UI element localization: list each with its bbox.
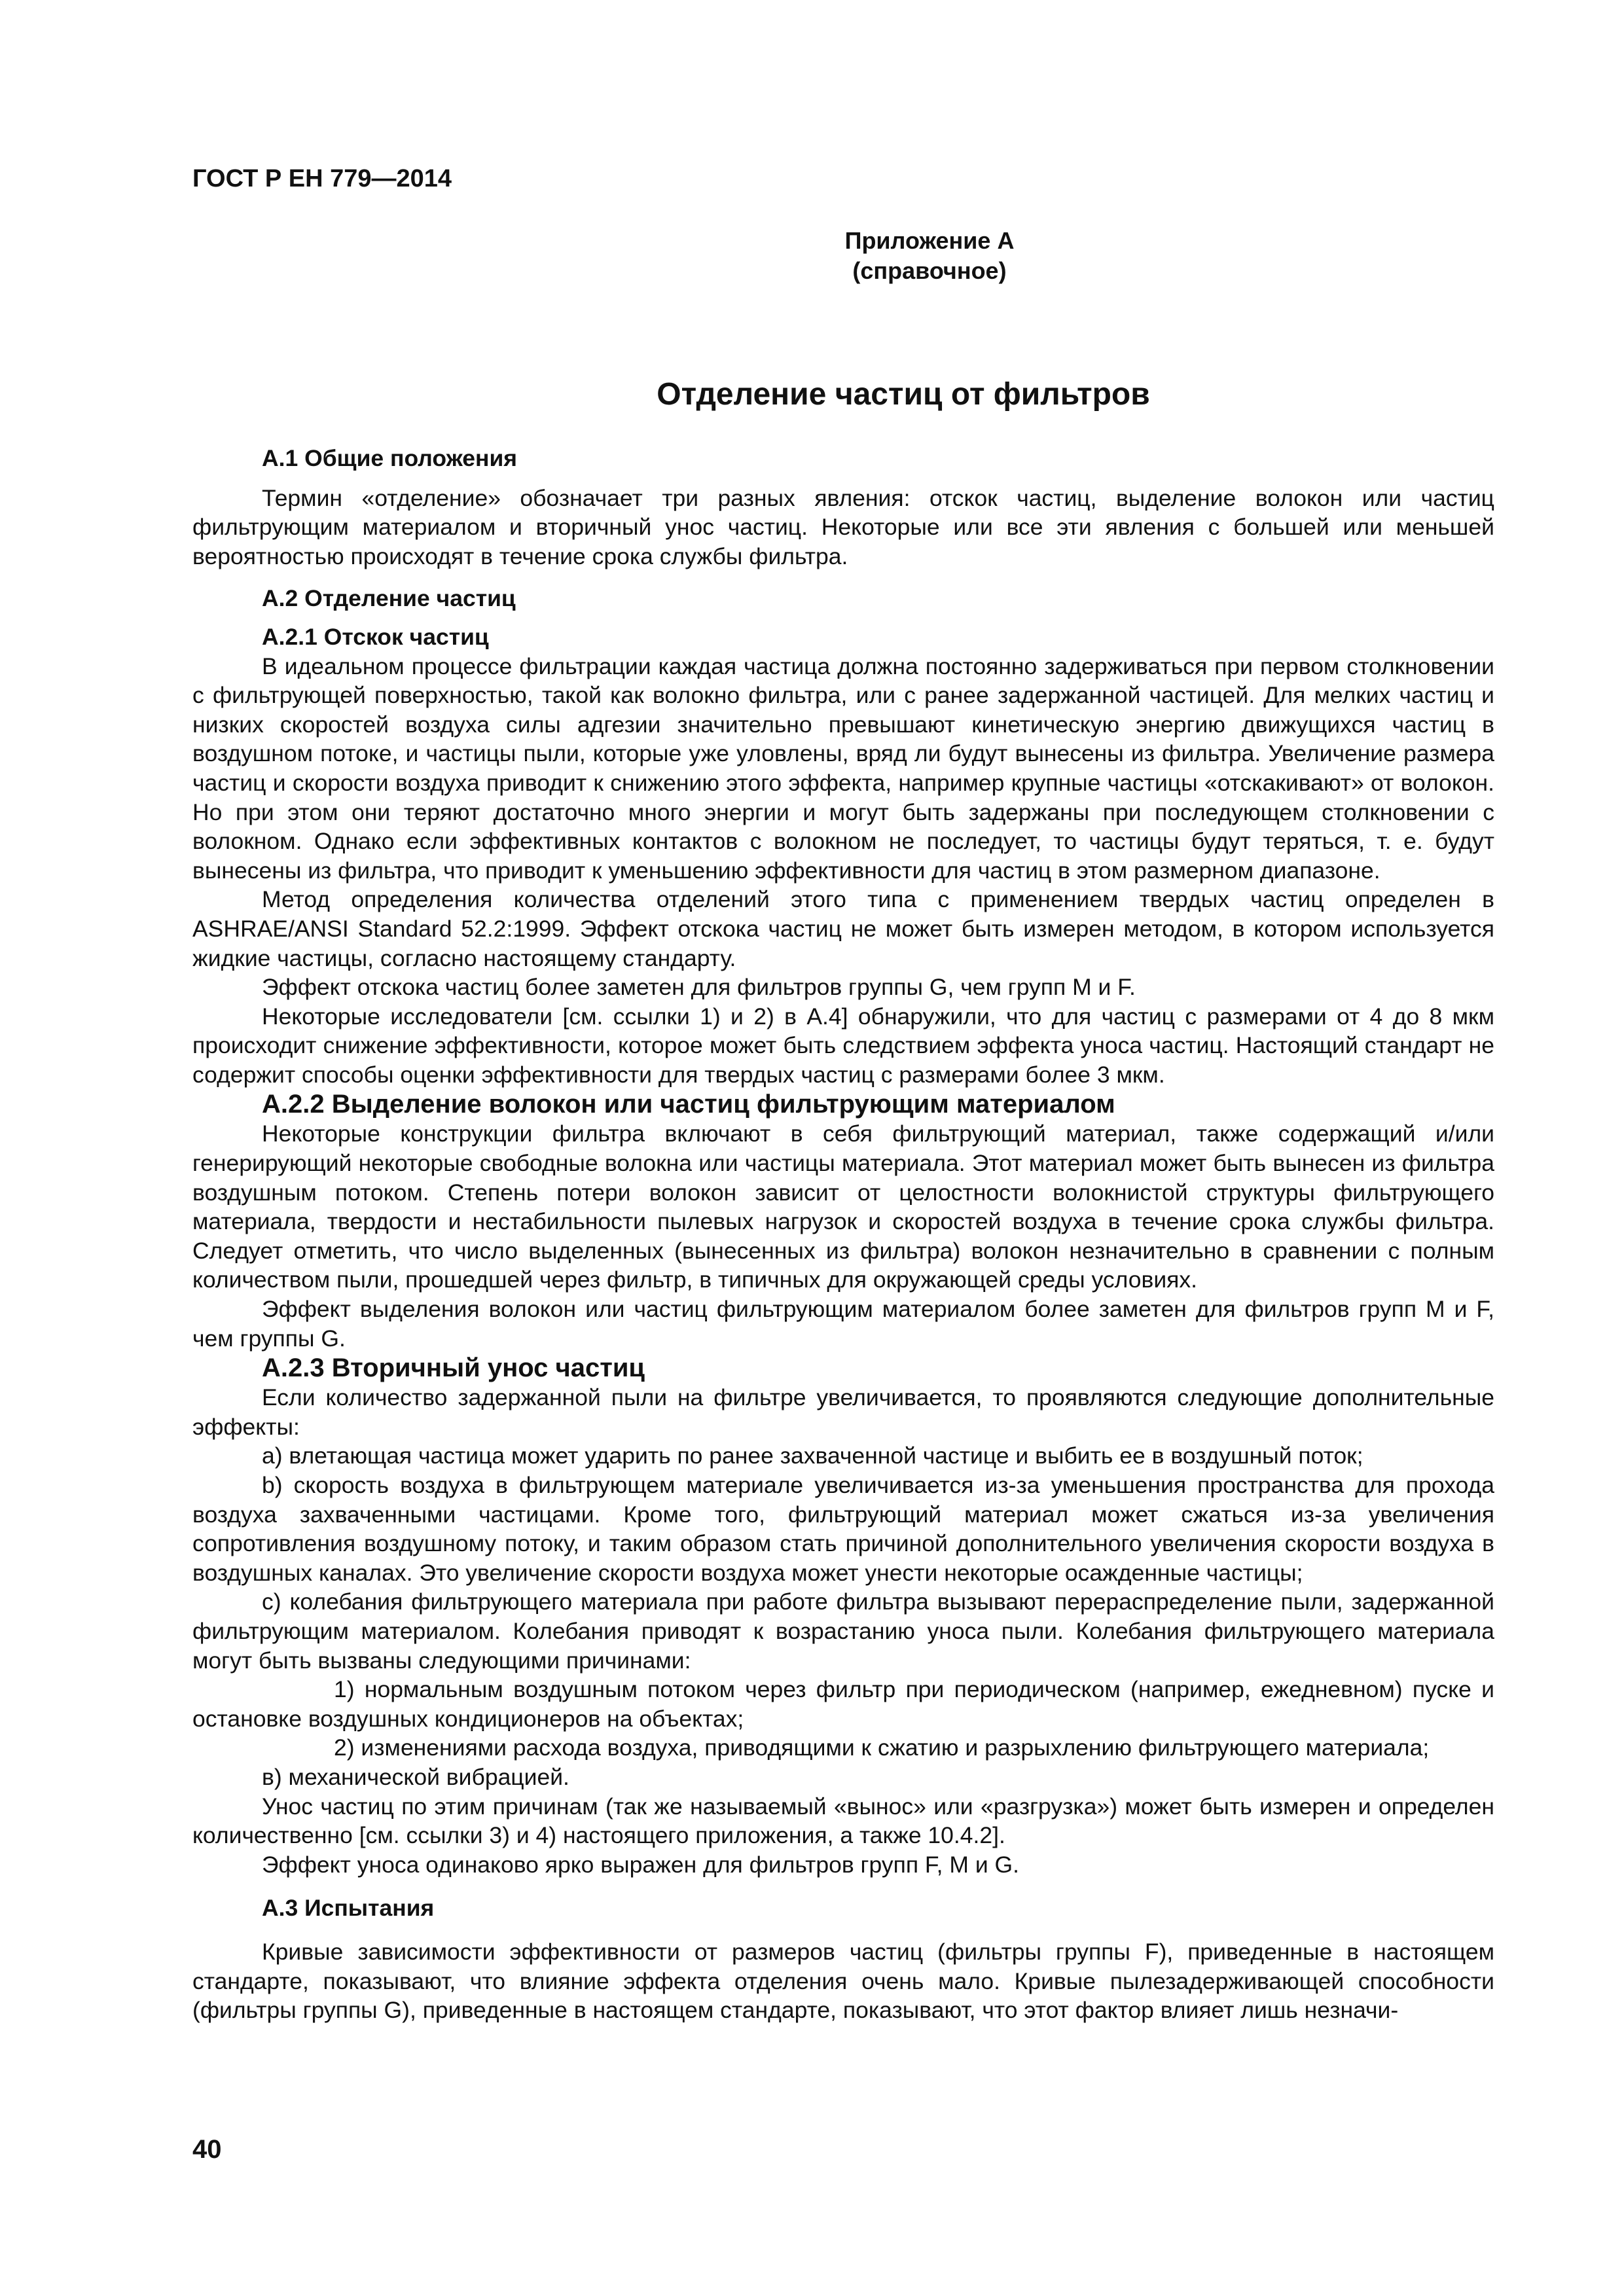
annex-label-block xyxy=(746,226,1113,286)
paragraph: Эффект уноса одинаково ярко выражен для фильтров групп F, М и G. xyxy=(262,1851,1019,1878)
section-heading-a22: А.2.2 Выделение волокон или частиц фильтрующим материалом xyxy=(262,1090,1115,1119)
section-heading-a21: А.2.1 Отскок частиц xyxy=(262,623,489,650)
paragraph: Термин «отделение» обозначает три разных явления: отскок частиц, выделение волокон или частиц фильтрующим материалом и вторичный унос частиц. Некоторые или все эти явления с большей или меньшей вероятностью происходят в течение срока службы фильтра. xyxy=(192,484,1494,569)
paragraph: Некоторые конструкции фильтра включают в себя фильтрующий материал, также содержащий и/или генерирующий некоторые свободные волокна или частицы материала. Этот материал может быть вынесен из фильтра воздушным потоком. Степень потери волокон зависит от целостности волокнистой структуры фильтрующего материала, твердости и нестабильности пылевых нагрузок и скоростей воздуха в течение срока службы фильтра. Следует отметить, что число выделенных (вынесенных из фильтра) волокон незначительно в сравнении с полным количеством пыли, прошедшей через фильтр, в типичных для окружающей среды условиях. xyxy=(192,1121,1494,1293)
section-heading-a23: А.2.3 Вторичный унос частиц xyxy=(262,1354,645,1383)
annex-title: Отделение частиц от фильтров xyxy=(657,377,1150,412)
list-item: в) механической вибрацией. xyxy=(262,1763,569,1790)
list-item: 1) нормальным воздушным потоком через фильтр при периодическом (например, ежедневном) пуске и остановке воздушных кондиционеров на объектах; xyxy=(192,1676,1494,1732)
list-item: а) влетающая частица может ударить по ранее захваченной частице и выбить ее в воздушный поток; xyxy=(262,1443,1363,1469)
list-item: 2) изменениями расхода воздуха, приводящими к сжатию и разрыхлению фильтрующего материала; xyxy=(334,1734,1430,1761)
annex-type: (справочное) xyxy=(852,257,1007,284)
list-item: b) скорость воздуха в фильтрующем материале увеличивается из-за уменьшения пространства для прохода воздуха захваченными частицами. Кроме того, фильтрующий материал может сжаться из-за увеличения сопротивления воздушному потоку, и таким образом стать причиной дополнительного увеличения скорости воздуха в воздушных каналах. Это увеличение скорости воздуха может унести некоторые осажденные частицы; xyxy=(192,1472,1494,1586)
paragraph: В идеальном процессе фильтрации каждая частица должна постоянно задерживаться при первом столкновении с фильтрующей поверхностью, такой как волокно фильтра, или с ранее задержанной частицей. Для мелких частиц и низких скоростей воздуха силы адгезии значительно превышают кинетическую энергию движущихся частиц в воздушном потоке, и частицы пыли, которые уже уловлены, вряд ли будут вынесены из фильтра. Увеличение размера частиц и скорости воздуха приводит к снижению этого эффекта, например крупные частицы «отскакивают» от волокон. Но при этом они теряют достаточно много энергии и могут быть задержаны при последующем столкновении с волокном. Однако если эффективных контактов с волокном не последует, то частицы будут теряться, т. е. будут вынесены из фильтра, что приводит к уменьшению эффективности для частиц в этом размерном диапазоне. xyxy=(192,653,1494,884)
paragraph: Кривые зависимости эффективности от размеров частиц (фильтры группы F), приведенные в настоящем стандарте, показывают, что влияние эффекта отделения очень мало. Кривые пылезадерживающей способности (фильтры группы G), приведенные в настоящем стандарте, показывают, что этот фактор влияет лишь незначи- xyxy=(192,1938,1494,2024)
annex-label: Приложение А xyxy=(844,227,1015,254)
standard-code: ГОСТ Р ЕН 779—2014 xyxy=(192,165,452,192)
list-item: с) колебания фильтрующего материала при работе фильтра вызывают перераспределение пыли, задержанной фильтрующим материалом. Колебания приводят к возрастанию уноса пыли. Колебания фильтрующего материала могут быть вызваны следующими причинами: xyxy=(192,1588,1494,1674)
paragraph: Эффект выделения волокон или частиц фильтрующим материалом более заметен для фильтров групп М и F, чем группы G. xyxy=(192,1296,1494,1352)
annex-body xyxy=(192,444,1494,2025)
section-heading-a2: А.2 Отделение частиц xyxy=(262,585,516,612)
section-heading-a1: А.1 Общие положения xyxy=(262,445,517,471)
paragraph: Если количество задержанной пыли на фильтре увеличивается, то проявляются следующие дополнительные эффекты: xyxy=(192,1384,1494,1440)
paragraph: Унос частиц по этим причинам (так же называемый «вынос» или «разгрузка») может быть измерен и определен количественно [см. ссылки 3) и 4) настоящего приложения, а также 10.4.2]. xyxy=(192,1793,1494,1849)
paragraph: Метод определения количества отделений этого типа с применением твердых частиц определен в ASHRAE/ANSI Standard 52.2:1999. Эффект отскока частиц не может быть измерен методом, в котором используется жидкие частицы, согласно настоящему стандарту. xyxy=(192,886,1494,971)
page-number: 40 xyxy=(192,2135,222,2164)
paragraph: Эффект отскока частиц более заметен для фильтров группы G, чем групп М и F. xyxy=(262,974,1136,1001)
section-heading-a3: А.3 Испытания xyxy=(262,1895,435,1922)
paragraph: Некоторые исследователи [см. ссылки 1) и 2) в А.4] обнаружили, что для частиц с размерами от 4 до 8 мкм происходит снижение эффективности, которое может быть следствием эффекта уноса частиц. Настоящий стандарт не содержит способы оценки эффективности для твердых частиц с размерами более 3 мкм. xyxy=(192,1003,1494,1088)
